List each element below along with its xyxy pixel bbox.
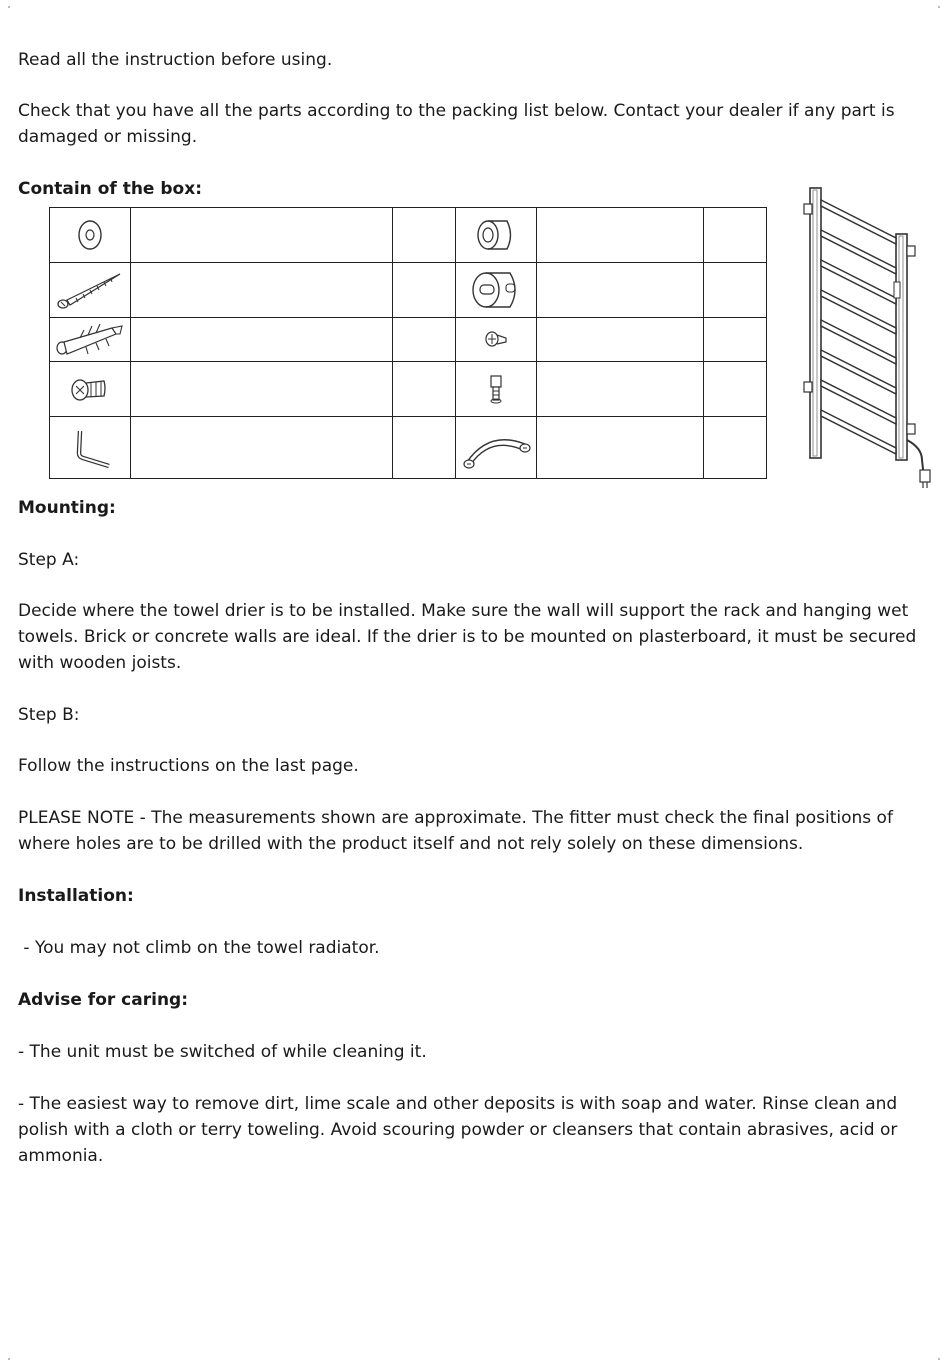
page-corner-mark xyxy=(8,6,10,8)
caring-heading: Advise for caring: xyxy=(18,990,189,1010)
part-description-cell xyxy=(131,208,393,263)
part-image-cell xyxy=(456,318,537,362)
part-image-cell xyxy=(456,208,537,263)
intro-read-first: Read all the instruction before using. xyxy=(18,50,333,70)
part-quantity-cell xyxy=(393,417,456,479)
step-b-label: Step B: xyxy=(18,705,80,725)
intro-check-parts: Check that you have all the parts according to the packing list below. Contact your dealer if any part is damaged or missing. xyxy=(18,101,895,147)
wood-screw-icon xyxy=(54,267,126,313)
table-row xyxy=(50,417,767,479)
page-corner-mark xyxy=(938,1358,940,1360)
hex-bolt-icon xyxy=(486,373,506,405)
part-quantity-cell xyxy=(393,362,456,417)
caring-item: - The unit must be switched of while cleaning it. xyxy=(18,1042,427,1062)
step-a-text: Decide where the towel drier is to be installed. Make sure the wall will support the rack and hanging wet towels. Brick or concrete walls are ideal. If the drier is to be mounted on plasterboard, it must be secured with wooden joists. xyxy=(18,601,917,673)
part-description-cell xyxy=(131,417,393,479)
cable-clip-icon xyxy=(459,424,533,472)
towel-rail-icon xyxy=(800,186,940,490)
page-corner-mark xyxy=(8,1358,10,1360)
part-description-cell xyxy=(537,263,704,318)
part-image-cell xyxy=(456,263,537,318)
installation-item: - You may not climb on the towel radiator. xyxy=(18,938,380,958)
part-description-cell xyxy=(537,208,704,263)
measurement-note: PLEASE NOTE - The measurements shown are approximate. The fitter must check the final positions of where holes are to be drilled with the product itself and not rely solely on these dimensions. xyxy=(18,808,893,854)
box-heading: Contain of the box: xyxy=(18,179,202,199)
parts-table xyxy=(49,207,767,479)
washer-icon xyxy=(70,215,110,255)
part-quantity-cell xyxy=(704,417,767,479)
part-quantity-cell xyxy=(704,208,767,263)
allen-key-icon xyxy=(65,426,115,470)
part-description-cell xyxy=(537,362,704,417)
part-image-cell xyxy=(50,417,131,479)
part-description-cell xyxy=(131,318,393,362)
part-description-cell xyxy=(537,417,704,479)
step-a-label: Step A: xyxy=(18,550,80,570)
part-image-cell xyxy=(50,208,131,263)
table-row xyxy=(50,263,767,318)
installation-heading: Installation: xyxy=(18,886,134,906)
caring-item: - The easiest way to remove dirt, lime scale and other deposits is with soap and water. Rinse clean and polish with a cloth or terry toweling. Avoid scouring powder or cleansers that contain abrasives, acid or ammonia. xyxy=(18,1094,898,1166)
page-corner-mark xyxy=(938,6,940,8)
part-quantity-cell xyxy=(393,263,456,318)
part-image-cell xyxy=(50,263,131,318)
mounting-heading: Mounting: xyxy=(18,498,116,518)
part-quantity-cell xyxy=(393,318,456,362)
cover-cap-icon xyxy=(466,265,526,315)
part-description-cell xyxy=(131,362,393,417)
part-image-cell xyxy=(456,417,537,479)
part-quantity-cell xyxy=(704,263,767,318)
machine-screw-icon xyxy=(68,372,112,406)
part-quantity-cell xyxy=(393,208,456,263)
table-row xyxy=(50,362,767,417)
part-image-cell xyxy=(50,318,131,362)
part-quantity-cell xyxy=(704,318,767,362)
end-cap-icon xyxy=(471,213,521,257)
part-description-cell xyxy=(131,263,393,318)
step-b-text: Follow the instructions on the last page. xyxy=(18,756,359,776)
part-image-cell xyxy=(456,362,537,417)
table-row xyxy=(50,318,767,362)
small-screw-icon xyxy=(482,328,510,352)
part-description-cell xyxy=(537,318,704,362)
part-image-cell xyxy=(50,362,131,417)
wall-plug-icon xyxy=(52,320,128,360)
table-row xyxy=(50,208,767,263)
part-quantity-cell xyxy=(704,362,767,417)
